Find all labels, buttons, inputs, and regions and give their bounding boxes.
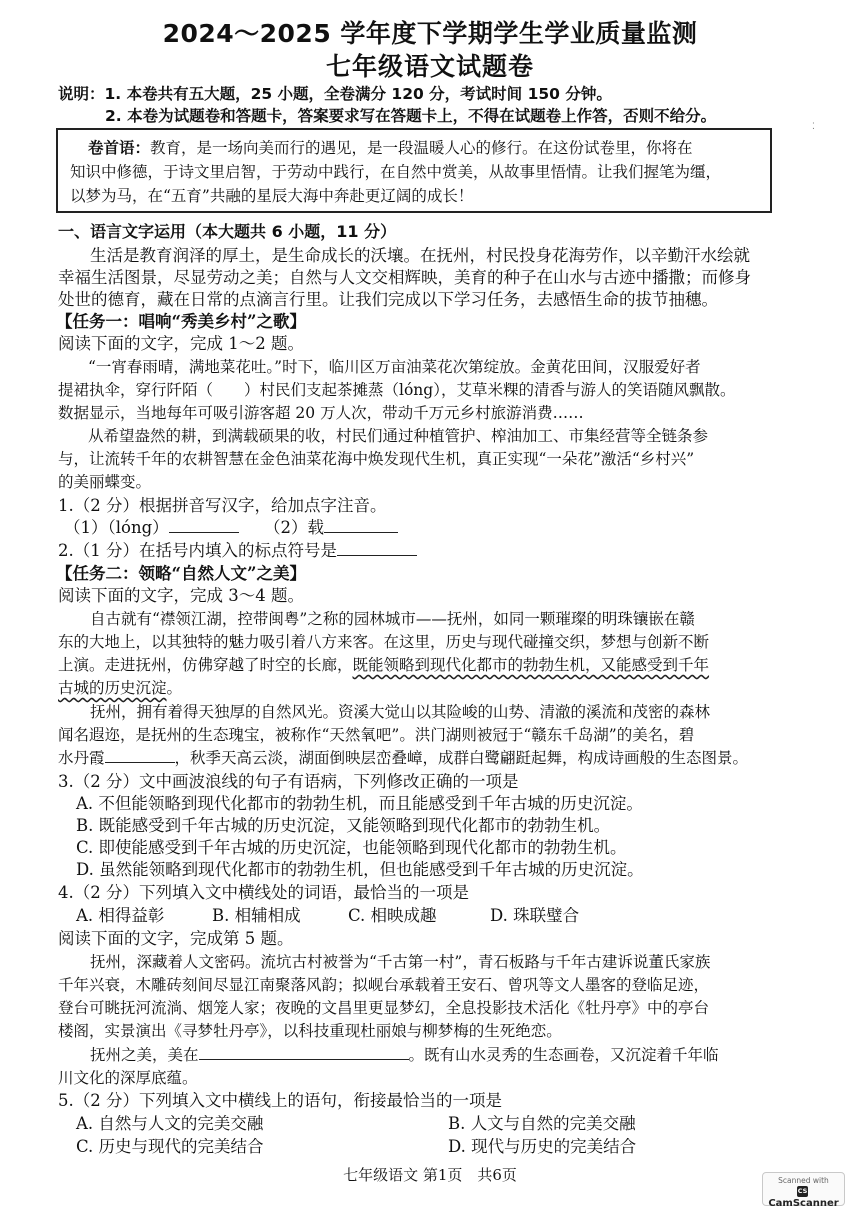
passage1-line: 提裙执伞，穿行阡陌（ ）村民们支起茶摊蒸（lóng），艾草米粿的清香与游人的笑语随风飘散。 bbox=[58, 381, 736, 399]
question-3: 3.（2 分）文中画波浪线的句子有语病，下列修改正确的一项是 bbox=[58, 772, 519, 791]
question-5-option: D. 现代与历史的完美结合 bbox=[448, 1137, 637, 1156]
camscanner-logo-icon: CS bbox=[797, 1187, 808, 1195]
camscanner-brand: CSCamScanner bbox=[768, 1187, 839, 1209]
intro-line: 处世的德育，藏在日常的点滴言行里。让我们完成以下学习任务，去感悟生命的拔节抽穗。 bbox=[58, 290, 718, 309]
passage5-line: 楼阁，实景演出《寻梦牡丹亭》，以科技重现杜丽娘与柳梦梅的生死绝恋。 bbox=[58, 1022, 562, 1040]
question-4: 4.（2 分）下列填入文中横线处的词语，最恰当的一项是 bbox=[58, 883, 469, 902]
passage1-line: “一宵春雨晴，满地菜花吐。”时下，临川区万亩油菜花次第绽放。金黄花田间，汉服爱好者 bbox=[88, 358, 701, 376]
task2-heading: 【任务二：领略“自然人文”之美】 bbox=[56, 564, 306, 583]
answer-blank bbox=[105, 748, 175, 763]
task1-heading: 【任务一：唱响“秀美乡村”之歌】 bbox=[56, 312, 306, 331]
margin-mark: ⁚ bbox=[812, 122, 815, 132]
answer-blank bbox=[169, 518, 239, 533]
question-4-option: B. 相辅相成 bbox=[212, 906, 301, 925]
passage5-line: 登台可眺抚河流淌、烟笼人家；夜晚的文昌里更显梦幻，全息投影技术活化《牡丹亭》中的亭台 bbox=[58, 999, 710, 1017]
passage3-line: 东的大地上，以其独特的魅力吸引着八方来客。在这里，历史与现代碰撞交织，梦想与创新不断 bbox=[58, 633, 710, 651]
answer-blank bbox=[199, 1045, 409, 1060]
question-1-item-b: （2）载 bbox=[264, 518, 398, 538]
passage4-line: 抚州，拥有着得天独厚的自然风光。资溪大觉山以其险峻的山势、清澈的溪流和茂密的森林 bbox=[90, 703, 711, 721]
motto-line-3: 以梦为马，在“五育”共融的星辰大海中奔赴更辽阔的成长！ bbox=[70, 187, 474, 205]
passage6-line: 川文化的深厚底蕴。 bbox=[58, 1069, 198, 1087]
read-instruction-1: 阅读下面的文字，完成 1～2 题。 bbox=[58, 334, 304, 353]
passage3-line: 上演。走进抚州，仿佛穿越了时空的长廊，既能领略到现代化都市的勃勃生机，又能感受到千年 bbox=[58, 656, 710, 674]
question-2: 2.（1 分）在括号内填入的标点符号是 bbox=[58, 541, 417, 561]
instruction-line-1: 说明：1. 本卷共有五大题，25 小题，全卷满分 120 分，考试时间 150 分钟。 bbox=[58, 85, 612, 103]
section1-heading: 一、语言文字运用（本大题共 6 小题，11 分） bbox=[58, 222, 397, 241]
passage3-line: 古城的历史沉淀。 bbox=[58, 679, 183, 697]
passage3-line: 自古就有“襟领江湖，控带闽粤”之称的园林城市——抚州，如同一颗璀璨的明珠镶嵌在赣 bbox=[90, 610, 695, 628]
passage4-line: 闻名遐迩，是抚州的生态瑰宝，被称作“天然氧吧”。洪门湖则被冠于“赣东千岛湖”的美名，碧 bbox=[58, 726, 695, 744]
question-1-item-a: （1）（lóng） bbox=[64, 518, 239, 538]
wavy-underlined-sentence: 既能领略到现代化都市的勃勃生机，又能感受到千年 bbox=[352, 656, 710, 674]
read-instruction-3: 阅读下面的文字，完成第 5 题。 bbox=[58, 929, 294, 948]
intro-line: 幸福生活图景，尽显劳动之美；自然与人文交相辉映，美育的种子在山水与古迹中播撒；而修身 bbox=[58, 268, 751, 287]
read-instruction-2: 阅读下面的文字，完成 3～4 题。 bbox=[58, 586, 304, 605]
question-3-option: D. 虽然能领略到现代化都市的勃勃生机，但也能感受到千年古城的历史沉淀。 bbox=[76, 860, 644, 879]
instruction-line-2: 2. 本卷为试题卷和答题卡，答案要求写在答题卡上，不得在试题卷上作答，否则不给分。 bbox=[105, 107, 717, 125]
exam-title: 2024～2025 学年度下学期学生学业质量监测 bbox=[162, 19, 698, 48]
answer-blank bbox=[324, 518, 398, 533]
motto-line-2: 知识中修德，于诗文里启智，于劳动中践行，在自然中赏美，从故事里悟情。让我们握笔为缰， bbox=[70, 163, 722, 181]
question-4-option: C. 相映成趣 bbox=[348, 906, 437, 925]
passage4-line: 水丹霞 ，秋季天高云淡，湖面倒映层峦叠嶂，成群白鹭翩跹起舞，构成诗画般的生态图景。 bbox=[58, 749, 749, 767]
answer-blank bbox=[337, 541, 417, 556]
question-5-option: C. 历史与现代的完美结合 bbox=[76, 1137, 264, 1156]
passage2-line: 从希望盎然的耕，到满载硕果的收，村民们通过种植管护、榨油加工、市集经营等全链条参 bbox=[88, 427, 709, 445]
passage5-line: 千年兴衰，木雕砖刻间尽显江南聚落风韵；拟岘台承载着王安石、曾巩等文人墨客的登临足迹， bbox=[58, 976, 710, 994]
question-5-option: A. 自然与人文的完美交融 bbox=[76, 1114, 264, 1133]
motto-line-1: 卷首语：教育，是一场向美而行的遇见，是一段温暖人心的修行。在这份试卷里，你将在 bbox=[88, 138, 693, 157]
question-3-option: C. 即使能感受到千年古城的历史沉淀，也能领略到现代化都市的勃勃生机。 bbox=[76, 838, 627, 857]
passage2-line: 与，让流转千年的农耕智慧在金色油菜花海中焕发现代生机，真正实现“一朵花”激活“乡村兴” bbox=[58, 450, 695, 468]
exam-subtitle: 七年级语文试题卷 bbox=[325, 52, 534, 81]
scanned-with-label: Scanned with bbox=[778, 1176, 829, 1185]
passage2-line: 的美丽蝶变。 bbox=[58, 473, 152, 491]
wavy-underlined-sentence: 古城的历史沉淀 bbox=[58, 679, 167, 697]
question-4-option: A. 相得益彰 bbox=[76, 906, 165, 925]
passage5-line: 抚州，深藏着人文密码。流坑古村被誉为“千古第一村”，青石板路与千年古建诉说董氏家族 bbox=[90, 953, 711, 971]
question-3-option: A. 不但能领略到现代化都市的勃勃生机，而且能感受到千年古城的历史沉淀。 bbox=[76, 794, 643, 813]
question-5-option: B. 人文与自然的完美交融 bbox=[448, 1114, 636, 1133]
intro-line: 生活是教育润泽的厚土，是生命成长的沃壤。在抚州，村民投身花海劳作，以辛勤汗水绘就 bbox=[90, 246, 750, 265]
camscanner-watermark bbox=[762, 1172, 845, 1209]
motto-label: 卷首语： bbox=[88, 138, 151, 157]
question-3-option: B. 既能感受到千年古城的历史沉淀，又能领略到现代化都市的勃勃生机。 bbox=[76, 816, 611, 835]
page-footer: 七年级语文 第1页 共6页 bbox=[343, 1166, 517, 1184]
question-5: 5.（2 分）下列填入文中横线上的语句，衔接最恰当的一项是 bbox=[58, 1091, 502, 1110]
passage1-line: 数据显示，当地每年可吸引游客超 20 万人次，带动千万元乡村旅游消费…… bbox=[58, 404, 584, 422]
question-4-option: D. 珠联璧合 bbox=[490, 906, 580, 925]
passage6-line: 抚州之美，美在 。既有山水灵秀的生态画卷，又沉淀着千年临 bbox=[90, 1046, 719, 1064]
question-1: 1.（2 分）根据拼音写汉字，给加点字注音。 bbox=[58, 496, 387, 515]
